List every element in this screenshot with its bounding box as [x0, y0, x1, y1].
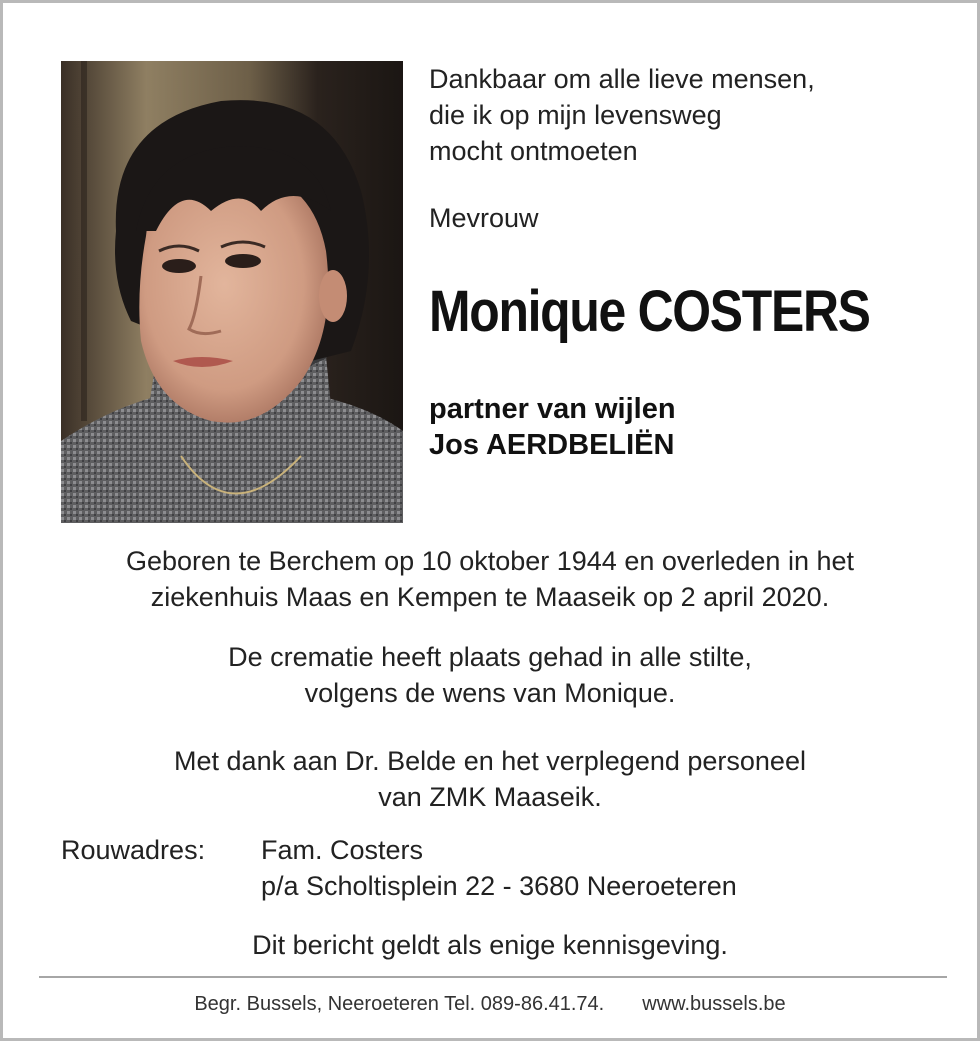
footer	[3, 990, 977, 1018]
partner-info	[429, 391, 676, 463]
portrait-photo	[61, 61, 403, 523]
gratitude-text	[429, 61, 815, 169]
address-line-2: p/a Scholtisplein 22 - 3680 Neeroeteren	[261, 871, 737, 901]
gratitude-line-2: die ik op mijn levensweg	[429, 100, 722, 130]
thanks-line-1: Met dank aan Dr. Belde en het verplegend personeel	[174, 746, 806, 776]
birth-death-line-2: ziekenhuis Maas en Kempen te Maaseik op 2 april 2020.	[150, 582, 830, 612]
funeral-home-contact: Begr. Bussels, Neeroeteren Tel. 089-86.41.74.	[194, 993, 605, 1015]
address-label: Rouwadres:	[61, 835, 206, 865]
cremation-line-2: volgens de wens van Monique.	[304, 678, 676, 708]
thanks-info	[3, 743, 977, 815]
gratitude-line-1: Dankbaar om alle lieve mensen,	[429, 64, 815, 94]
thanks-line-2: van ZMK Maaseik.	[378, 782, 602, 812]
address-value	[261, 832, 737, 904]
divider	[39, 976, 947, 978]
deceased-name: Monique COSTERS	[429, 279, 870, 344]
cremation-info	[3, 639, 977, 711]
address-line-1: Fam. Costers	[261, 835, 424, 865]
portrait-icon	[61, 61, 403, 523]
salutation: Mevrouw	[429, 203, 539, 233]
website-link[interactable]: www.bussels.be	[642, 993, 786, 1015]
birth-death-line-1: Geboren te Berchem op 10 oktober 1944 en overleden in het	[126, 546, 854, 576]
cremation-line-1: De crematie heeft plaats gehad in alle stilte,	[228, 642, 752, 672]
partner-line-2: Jos AERDBELIËN	[429, 429, 675, 461]
gratitude-line-3: mocht ontmoeten	[429, 136, 638, 166]
partner-line-1: partner van wijlen	[429, 393, 676, 425]
notice-text: Dit bericht geldt als enige kennisgeving.	[252, 930, 728, 960]
birth-death-info	[3, 543, 977, 615]
